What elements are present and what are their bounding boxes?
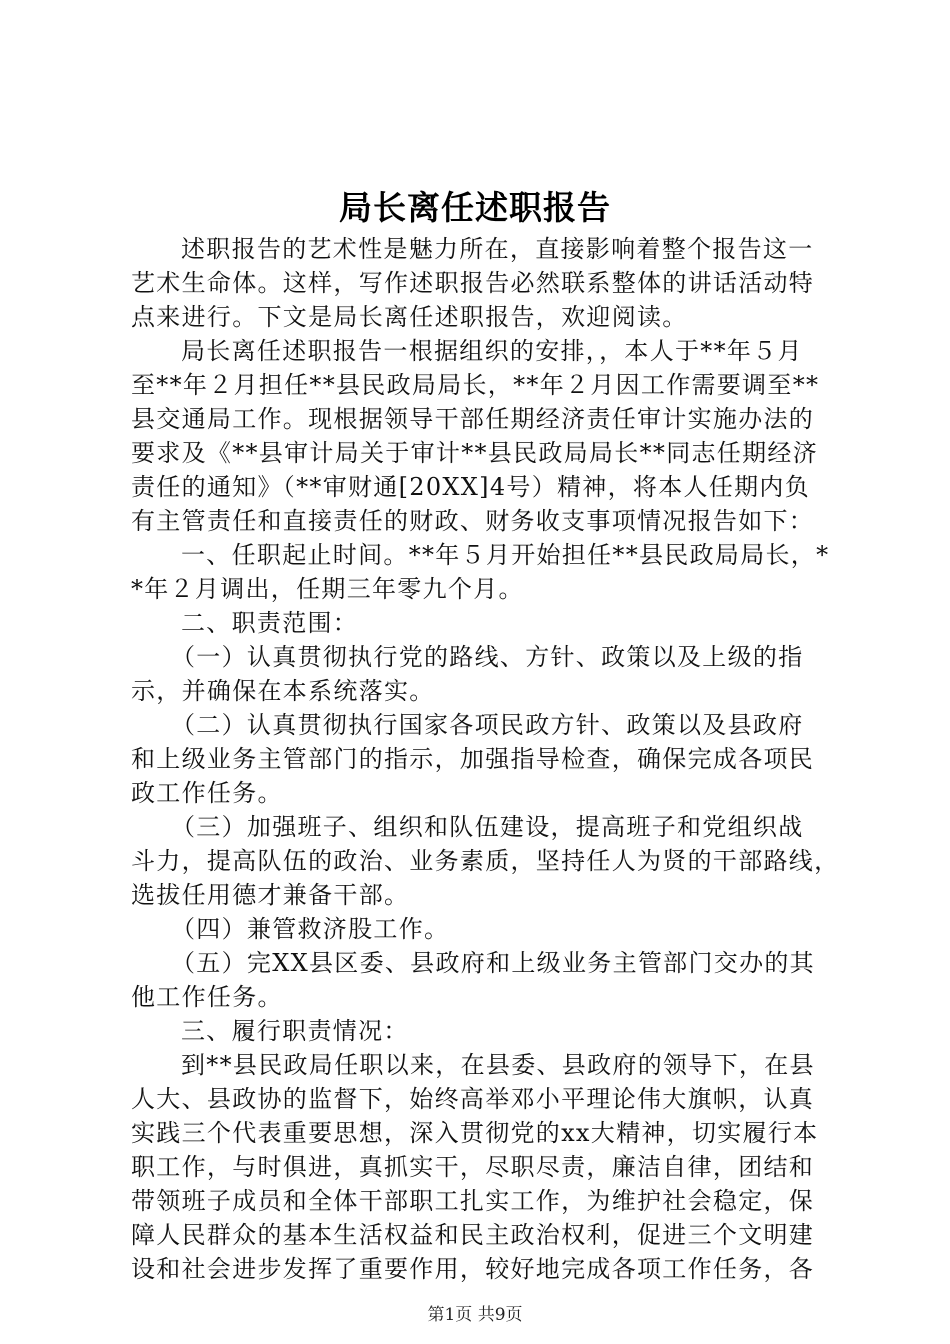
page-footer: 第1页 共9页	[427, 1305, 523, 1325]
body-line: 选拔任用德才兼备干部。	[131, 881, 410, 909]
body-line: 要求及《**县审计局关于审计**县民政局局长**同志任期经济	[131, 439, 818, 467]
body-line: 到**县民政局任职以来，在县委、县政府的领导下，在县	[181, 1051, 815, 1079]
body-line: 职工作，与时俱进，真抓实干，尽职尽责，廉洁自律，团结和	[131, 1153, 815, 1181]
body-line: （二）认真贯彻执行国家各项民政方针、政策以及县政府	[171, 711, 804, 739]
section-heading: 三、履行职责情况：	[181, 1017, 409, 1045]
body-line: 带领班子成员和全体干部职工扎实工作，为维护社会稳定，保	[131, 1187, 815, 1215]
body-line: 至**年２月担任**县民政局局长，**年２月因工作需要调至**	[131, 371, 820, 399]
body-line: 责任的通知》（**审财通[20XX]4号）精神，将本人任期内负	[131, 473, 811, 501]
body-line: （五）完XX县区委、县政府和上级业务主管部门交办的其	[171, 949, 815, 977]
document-title: 局长离任述职报告	[339, 188, 611, 227]
section-heading: 二、职责范围：	[181, 609, 359, 637]
body-line: （四）兼管救济股工作。	[171, 915, 450, 943]
body-line: （一）认真贯彻执行党的路线、方针、政策以及上级的指	[171, 643, 804, 671]
body-line: 一、任职起止时间。**年５月开始担任**县民政局局长，*	[181, 541, 830, 569]
body-line: 人大、县政协的监督下，始终高举邓小平理论伟大旗帜，认真	[131, 1085, 815, 1113]
body-line: 艺术生命体。这样，写作述职报告必然联系整体的讲话活动特	[131, 269, 815, 297]
body-line: *年２月调出，任期三年零九个月。	[131, 575, 524, 603]
body-line: 和上级业务主管部门的指示，加强指导检查，确保完成各项民	[131, 745, 815, 773]
body-line: （三）加强班子、组织和队伍建设，提高班子和党组织战	[171, 813, 804, 841]
body-line: 有主管责任和直接责任的财政、财务收支事项情况报告如下：	[131, 507, 815, 535]
body-line: 障人民群众的基本生活权益和民主政治权利，促进三个文明建	[131, 1221, 815, 1249]
body-line: 斗力，提高队伍的政治、业务素质，坚持任人为贤的干部路线，	[131, 847, 840, 875]
body-line: 述职报告的艺术性是魅力所在，直接影响着整个报告这一	[181, 235, 814, 263]
body-line: 局长离任述职报告一根据组织的安排，，本人于**年５月	[181, 337, 803, 365]
body-line: 县交通局工作。现根据领导干部任期经济责任审计实施办法的	[131, 405, 815, 433]
body-line: 设和社会进步发挥了重要作用，较好地完成各项工作任务，各	[131, 1255, 815, 1283]
body-line: 政工作任务。	[131, 779, 283, 807]
body-line: 他工作任务。	[131, 983, 283, 1011]
body-line: 点来进行。下文是局长离任述职报告，欢迎阅读。	[131, 303, 688, 331]
body-line: 示，并确保在本系统落实。	[131, 677, 435, 705]
body-line: 实践三个代表重要思想，深入贯彻党的xx大精神，切实履行本	[131, 1119, 819, 1147]
